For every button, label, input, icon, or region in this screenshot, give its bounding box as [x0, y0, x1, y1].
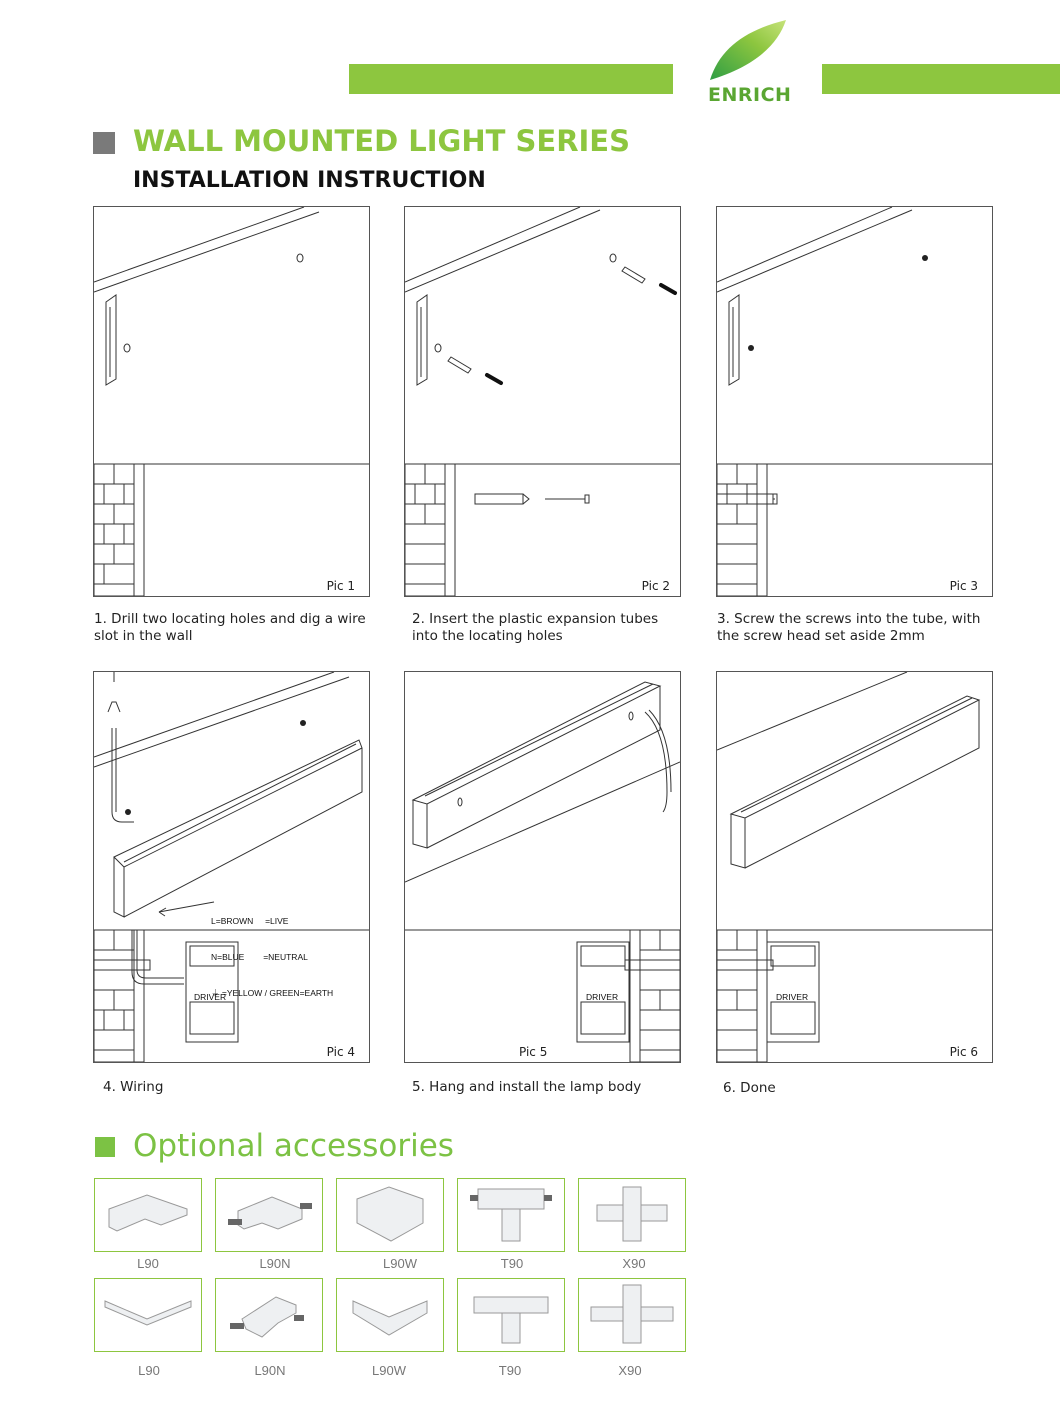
- accessory-label-l90n-alt: L90N: [254, 1363, 286, 1378]
- x90-icon: [579, 1179, 685, 1251]
- accessory-label-t90: T90: [500, 1256, 524, 1271]
- step-panel-3: [716, 206, 993, 597]
- step-caption-5: 5. Hang and install the lamp body: [412, 1079, 642, 1095]
- step-caption-6: 6. Done: [723, 1080, 776, 1096]
- step6-illustration: [717, 672, 992, 1062]
- accessory-tile-l90n[interactable]: [215, 1178, 323, 1252]
- page-title: WALL MOUNTED LIGHT SERIES: [133, 124, 631, 158]
- driver-label: DRIVER: [194, 992, 227, 1002]
- pic-label: Pic 5: [519, 1045, 548, 1059]
- accessory-label-x90: X90: [622, 1256, 646, 1271]
- leaf-logo-icon: [706, 18, 790, 82]
- accessory-label-x90-alt: X90: [618, 1363, 642, 1378]
- pic-label: Pic 2: [641, 579, 670, 593]
- accessory-tile-l90w[interactable]: [336, 1178, 444, 1252]
- step-caption-2: 2. Insert the plastic expansion tubes into the locating holes: [412, 611, 659, 644]
- page-subtitle: INSTALLATION INSTRUCTION: [133, 168, 486, 193]
- accessory-tile-l90w-alt[interactable]: [336, 1278, 444, 1352]
- l90w-icon: [337, 1279, 443, 1351]
- accessory-tile-l90-alt[interactable]: [94, 1278, 202, 1352]
- accessory-tile-t90[interactable]: [457, 1178, 565, 1252]
- step-panel-1: [93, 206, 370, 597]
- accessory-tile-l90[interactable]: [94, 1178, 202, 1252]
- step-caption-3: 3. Screw the screws into the tube, with the screw head set aside 2mm: [717, 611, 981, 644]
- accessory-label-t90-alt: T90: [498, 1363, 522, 1378]
- pic-label: Pic 4: [326, 1045, 355, 1059]
- l90w-icon: [337, 1179, 443, 1251]
- brand-logo-text: ENRICH: [708, 84, 792, 106]
- accessory-tile-x90[interactable]: [578, 1178, 686, 1252]
- x90-icon: [579, 1279, 685, 1351]
- wiring-legend: L=BROWN =LIVE N=BLUE =NEUTRAL ⏚ =YELLOW / GREEN=EARTH: [211, 916, 334, 998]
- l90n-icon: [216, 1179, 322, 1251]
- step-panel-2: [404, 206, 681, 597]
- l90-icon: [95, 1179, 201, 1251]
- pic-label: Pic 1: [326, 579, 355, 593]
- pic-label: Pic 3: [949, 579, 978, 593]
- accessories-square-icon: [95, 1137, 115, 1157]
- header-bar-right: [822, 64, 1060, 94]
- step1-illustration: [94, 207, 369, 596]
- accessory-tile-l90n-alt[interactable]: [215, 1278, 323, 1352]
- l90-icon: [95, 1279, 201, 1351]
- accessories-title: Optional accessories: [133, 1128, 454, 1164]
- accessory-label-l90-alt: L90: [138, 1363, 160, 1378]
- accessory-label-l90w: L90W: [383, 1256, 417, 1271]
- driver-label: DRIVER: [776, 992, 809, 1002]
- header-bar-left: [349, 64, 673, 94]
- driver-label: DRIVER: [586, 992, 619, 1002]
- step2-illustration: [405, 207, 680, 596]
- accessory-tile-x90-alt[interactable]: [578, 1278, 686, 1352]
- pic-label: Pic 6: [949, 1045, 978, 1059]
- t90-icon: [458, 1279, 564, 1351]
- step-caption-1: 1. Drill two locating holes and dig a wire slot in the wall: [94, 611, 366, 644]
- accessory-label-l90: L90: [137, 1256, 159, 1271]
- step-caption-4: 4. Wiring: [103, 1079, 164, 1095]
- accessory-tile-t90-alt[interactable]: [457, 1278, 565, 1352]
- l90n-icon: [216, 1279, 322, 1351]
- title-square-icon: [93, 132, 115, 154]
- accessory-label-l90w-alt: L90W: [372, 1363, 406, 1378]
- step5-illustration: [405, 672, 680, 1062]
- step-panel-4: [93, 671, 370, 1063]
- step3-illustration: [717, 207, 992, 596]
- accessory-label-l90n: L90N: [259, 1256, 291, 1271]
- step-panel-6: [716, 671, 993, 1063]
- step-panel-5: [404, 671, 681, 1063]
- t90-icon: [458, 1179, 564, 1251]
